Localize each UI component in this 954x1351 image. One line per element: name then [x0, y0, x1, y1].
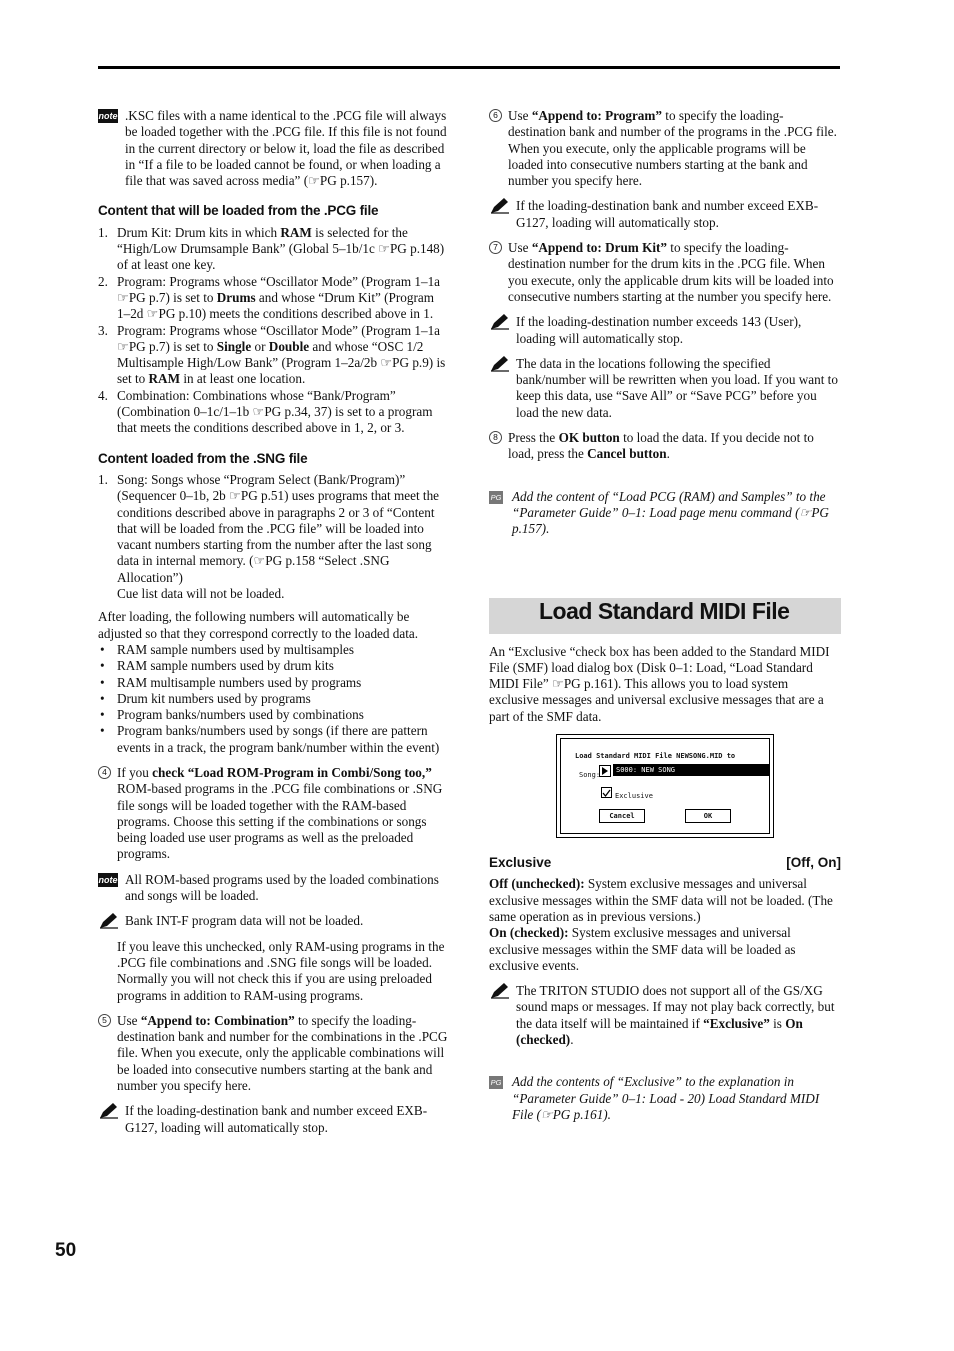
warning-pencil-icon	[490, 355, 510, 372]
warning-pencil-icon	[99, 1102, 119, 1119]
step-4: 4 If you check “Load ROM-Program in Combi/Song too,” ROM-based programs in the .PCG file combinations or .SNG file songs will be loaded together with the RAM-based programs. Choose this setting if the combinations or songs being loaded use user programs as well as the preloaded programs.	[98, 765, 448, 863]
lcd-screenshot	[556, 734, 774, 838]
list-item: • Program banks/numbers used by songs (if there are pattern events in a track, the program bank/number within the event)	[100, 723, 440, 755]
pg-reference-pcg: PG Add the content of “Load PCG (RAM) and Samples” to the “Parameter Guide” 0–1: Load page menu command (☞PG p.157).	[490, 488, 829, 537]
warning-program: If the loading-destination bank and number exceed EXB-G127, loading will automatically stop.	[489, 198, 841, 231]
list-item: • Drum kit numbers used by programs	[100, 690, 311, 706]
cancel-button[interactable]: Cancel	[599, 809, 645, 823]
ok-button[interactable]: OK	[685, 809, 731, 823]
heading-sng: Content loaded from the .SNG file	[98, 450, 308, 466]
list-item: • RAM sample numbers used by multisamples	[100, 641, 354, 657]
section-title: Load Standard MIDI File	[539, 597, 790, 624]
list-item: 4. Combination: Combinations whose “Bank/Program” (Combination 0–1c/1–1b ☞PG p.34, 37) is set to a program that meets the conditions described above in 1, 2, or 3.	[98, 387, 433, 436]
list-item: 3. Program: Programs whose “Oscillator Mode” (Program 1–1a ☞PG p.7) is set to Single or Double and whose “OSC 1/2 Multisample High/Low Bank” (Program 1–2a/2b ☞PG p.9) is set to RAM in at least one location.	[98, 322, 446, 387]
warning-pencil-icon	[490, 197, 510, 214]
song-label: Song:	[579, 771, 601, 780]
warning-overwrite: The data in the locations following the specified bank/number will be rewritten when you load. If you want to keep this data, use “Save All” or “Save PCG” before you load the new data.	[489, 356, 841, 421]
warning-pencil-icon	[99, 912, 119, 929]
note-ksc	[98, 108, 448, 189]
step-number: 8	[489, 431, 502, 444]
sng-list	[98, 472, 448, 602]
dialog-title: Load Standard MIDI File NEWSONG.MID to	[575, 752, 736, 761]
warning-pencil-icon	[490, 982, 510, 999]
after-loading-text: After loading, the following numbers will automatically be adjusted so that they correspond correctly to the loaded data.	[98, 609, 419, 641]
list-item: 1. Drum Kit: Drum kits in which RAM is selected for the “High/Low Drumsample Bank” (Global 5–1b/1c ☞PG p.148) of at least one key.	[98, 224, 445, 273]
adjusted-list	[98, 642, 448, 756]
param-heading	[489, 855, 841, 871]
section-header	[489, 598, 841, 634]
song-select[interactable]: S000: NEW SONG	[613, 764, 769, 776]
step-5: 5 Use “Append to: Combination” to specify the loading-destination bank and number for the combinations in the .PCG file. When you execute, only the applicable combinations will be loaded into consecutive numbers starting at the bank and number you specify here.	[98, 1013, 448, 1094]
uncheck-paragraph: If you leave this unchecked, only RAM-using programs in the .PCG file combinations and .SNG file songs will be loaded. Normally you will not check this if you are using preloaded programs in addition to RAM-using programs.	[117, 938, 445, 1003]
off-description: Off (unchecked): System exclusive messages and universal exclusive messages within the SMF data will not be loaded. (The same operation as in previous versions.)	[489, 876, 833, 924]
pcg-list	[98, 225, 448, 437]
step-6: 6 Use “Append to: Program” to specify the loading-destination bank and number of the programs in the .PCG file. When you execute, only the applicable programs will be loaded into consecutive numbers starting at the bank and number you specify here.	[489, 108, 841, 189]
warning-exb: If the loading-destination bank and number exceed EXB-G127, loading will automatically stop.	[98, 1103, 448, 1136]
intro-paragraph: An “Exclusive “check box has been added to the Standard MIDI File (SMF) load dialog box (Disk 0–1: Load, “Load Standard MIDI File” ☞PG p.161). This allows you to load system exclusive messages and universal exclusive messages that are a part of the SMF data.	[489, 643, 830, 724]
step-7: 7 Use “Append to: Drum Kit” to specify the loading-destination number for the drum kits in the .PCG file. When you execute, only the applicable drum kits will be loaded into consecutive numbers starting at the number you specify here.	[489, 240, 841, 305]
pg-icon: PG	[490, 1078, 502, 1088]
list-item: 1. Song: Songs whose “Program Select (Bank/Program)” (Sequencer 0–1b, 2b ☞PG p.51) uses programs that meet the conditions described above in paragraphs 2 or 3 of “Content that will be loaded from the .PCG file” will be loaded into vacant numbers starting from the number after the last song data in internal memory. (☞PG p.158 “Select .SNG Allocation”) Cue list data will not be loaded.	[98, 471, 440, 602]
check-icon	[602, 789, 611, 798]
pg-reference-smf: PG Add the contents of “Exclusive” to the explanation in “Parameter Guide” 0–1: Load - 20) Load Standard MIDI File (☞PG p.161).	[490, 1074, 820, 1122]
list-item: • RAM sample numbers used by drum kits	[100, 658, 334, 674]
step-number: 6	[489, 109, 502, 122]
pg-icon: PG	[490, 492, 502, 502]
list-item: • RAM multisample numbers used by programs	[100, 674, 362, 690]
note-rom: note All ROM-based programs used by the loaded combinations and songs will be loaded.	[98, 871, 439, 904]
note-icon: note	[98, 111, 118, 121]
step-number: 5	[98, 1014, 111, 1027]
param-range: [Off, On]	[786, 855, 841, 871]
warning-gs-xg: The TRITON STUDIO does not support all of the GS/XG sound maps or messages. If may not play back correctly, but the data itself will be maintained if “Exclusive” is On (checked).	[489, 983, 841, 1048]
note-icon: note	[98, 874, 118, 885]
warning-bank: Bank INT-F program data will not be loaded.	[98, 913, 448, 929]
song-popup-arrow-icon[interactable]	[599, 765, 611, 777]
exclusive-label: Exclusive	[615, 792, 653, 801]
warning-drumkit: If the loading-destination number exceeds 143 (User), loading will automatically stop.	[489, 314, 841, 347]
page-number: 50	[55, 1240, 77, 1261]
list-item: • Program banks/numbers used by combinations	[100, 707, 364, 723]
note-text: .KSC files with a name identical to the .PCG file will always be loaded together with the .PCG file. If this file is not found in the current directory or below it, load the file as described in “If a file to be loaded cannot be found, or when loading a file that was saved across media” (☞PG p.157).	[125, 108, 447, 189]
warning-pencil-icon	[490, 313, 510, 330]
exclusive-checkbox[interactable]	[601, 787, 612, 798]
step-8: 8 Press the OK button to load the data. If you decide not to load, press the Cancel button.	[489, 430, 841, 463]
param-name: Exclusive	[489, 855, 552, 871]
top-rule	[98, 66, 840, 69]
left-column	[98, 108, 448, 1136]
on-description: On (checked): System exclusive messages and universal exclusive messages within the SMF data will be loaded as exclusive events.	[489, 925, 796, 973]
step-number: 7	[489, 241, 502, 254]
right-column	[489, 108, 841, 1123]
heading-pcg: Content that will be loaded from the .PCG file	[98, 203, 379, 219]
step-number: 4	[98, 766, 111, 779]
list-item: 2. Program: Programs whose “Oscillator Mode” (Program 1–1a ☞PG p.7) is set to Drums and whose “Drum Kit” (Program 1–2d ☞PG p.10) meets the conditions described above in 1.	[98, 273, 441, 322]
